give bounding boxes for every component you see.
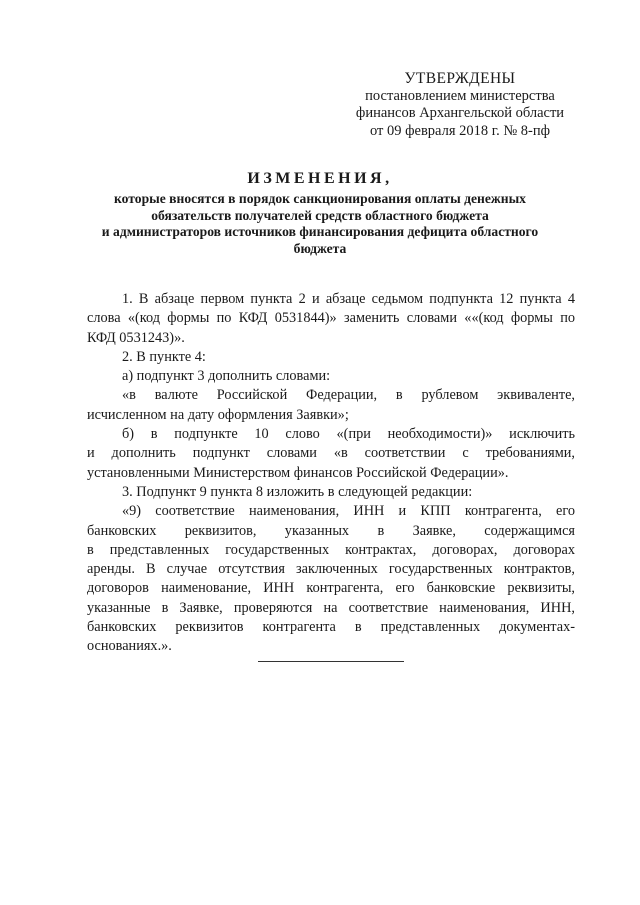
subtitle-line: бюджета (293, 240, 347, 256)
body-line: б) в подпункте 10 слово «(при необходимости)» исключить (122, 426, 575, 443)
document-body (87, 290, 575, 657)
document-subtitle (80, 191, 560, 257)
body-line: установленными Министерством финансов Российской Федерации». (87, 464, 509, 481)
closing-rule (258, 661, 404, 662)
body-line: договоров наименование, ИНН контрагента, его банковские реквизиты, (87, 580, 575, 597)
body-line: слова «(код формы по КФД 0531844)» заменить словами ««(код формы по (87, 310, 575, 327)
subtitle-line: обязательств получателей средств областного бюджета (151, 207, 489, 223)
body-line: банковских реквизитов контрагента в представленных документах- (87, 619, 575, 636)
subtitle-line: которые вносятся в порядок санкционирования оплаты денежных (114, 191, 526, 206)
body-line: «9) соответствие наименования, ИНН и КПП контрагента, его (122, 503, 575, 520)
body-line: исчисленном на дату оформления Заявки»; (87, 406, 349, 423)
approval-line-1: постановлением министерства (365, 87, 555, 104)
body-line: 1. В абзаце первом пункта 2 и абзаце седьмом подпункта 12 пункта 4 (122, 291, 575, 307)
subtitle-line: и администраторов источников финансирования дефицита областного (101, 224, 539, 239)
approval-stamp (345, 70, 575, 140)
body-line: основаниях.». (87, 638, 172, 655)
body-line: указанные в Заявке, проверяются на соответствие наименования, ИНН, (87, 599, 575, 616)
body-line: 3. Подпункт 9 пункта 8 изложить в следующей редакции: (122, 483, 473, 500)
body-line: аренды. В случае отсутствия заключенных государственных контрактов, (87, 561, 575, 578)
approval-line-2: финансов Архангельской области (355, 105, 565, 121)
body-line: банковских реквизитов, указанных в Заявке, содержащимся (87, 522, 575, 539)
body-line: в представленных государственных контрактах, договорах, договорах (87, 541, 575, 558)
body-line: и дополнить подпункт словами «в соответствии с требованиями, (87, 445, 575, 462)
body-line: КФД 0531243)». (87, 329, 185, 346)
body-line: «в валюте Российской Федерации, в рублевом эквиваленте, (122, 387, 575, 404)
approval-line-3: от 09 февраля 2018 г. № 8-пф (369, 122, 551, 139)
body-line: а) подпункт 3 дополнить словами: (122, 368, 331, 385)
approval-title: УТВЕРЖДЕНЫ (404, 70, 516, 87)
body-line: 2. В пункте 4: (122, 348, 206, 365)
document-title: ИЗМЕНЕНИЯ, (247, 170, 393, 187)
